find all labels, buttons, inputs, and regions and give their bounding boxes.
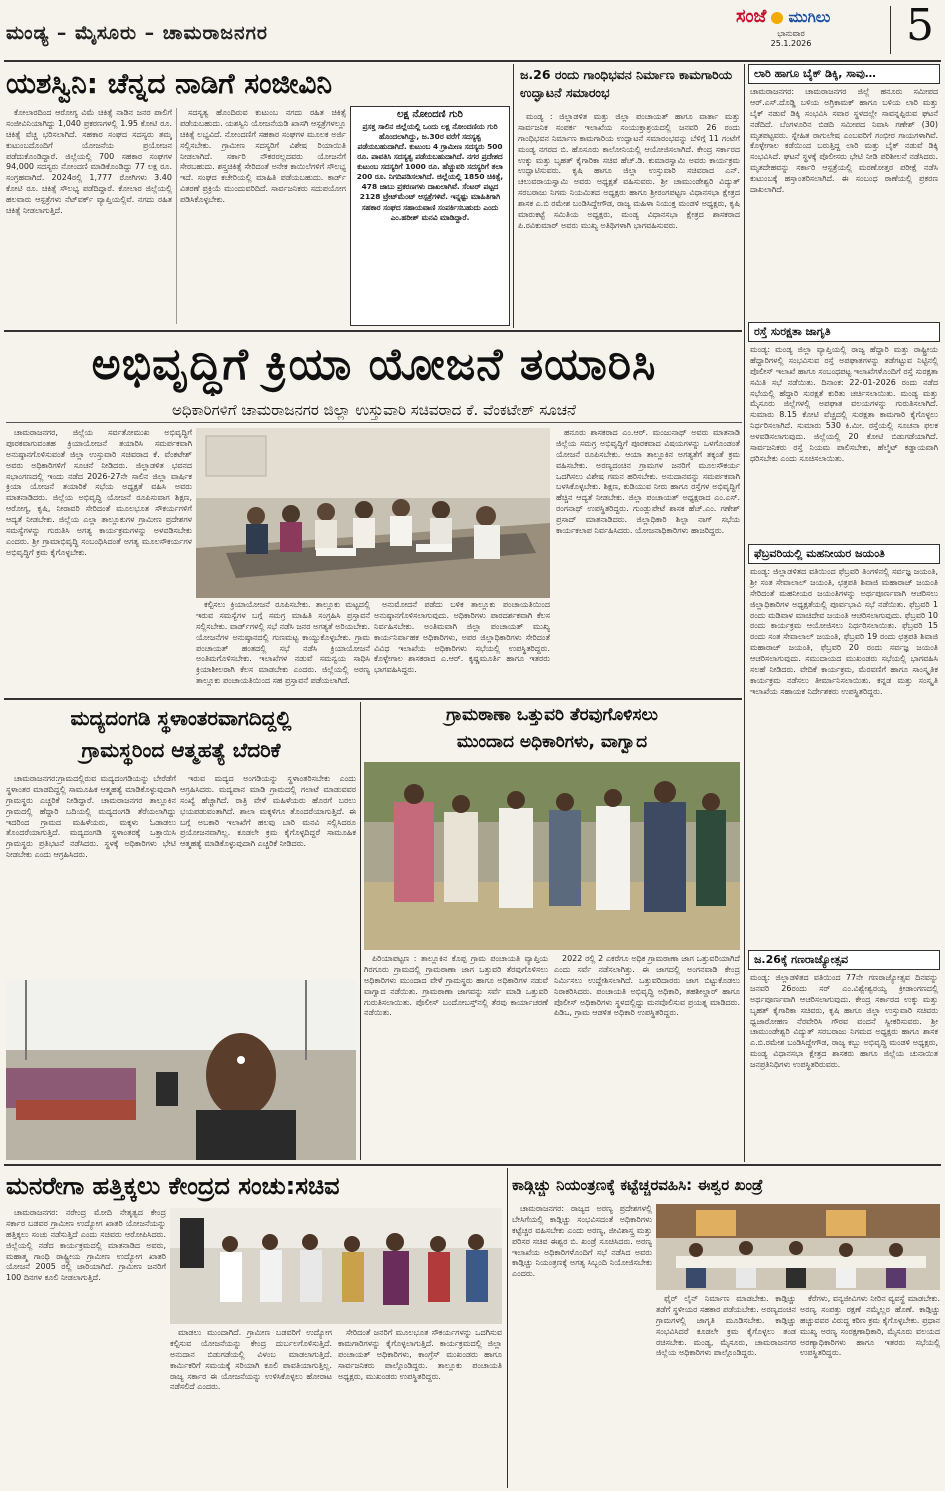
yashasvini-headline: ಯಶಸ್ವಿನಿ: ಚೆನ್ನದ ನಾಡಿಗೆ ಸಂಜೀವಿನಿ [6,67,333,100]
lead-col1 [6,428,192,692]
gandhibhavan-text: ಮಂಡ್ಯ : ಜಿಲ್ಲಾಡಳಿತ ಮತ್ತು ಜಿಲ್ಲಾ ಪಂಚಾಯತ್ ಹಾಗೂ ವಾರ್ತಾ ಮತ್ತು ಸಾರ್ವಜನಿಕ ಸಂಪರ್ಕ ಇಲಾಖೆಯ ಸಂಯುಕ್ತಾಶ್ರಯದಲ್ಲಿ ಜನವರಿ 26 ರಂದು ಗಾಂಧಿಭವನ ನಿರ್ಮಾಣ ಕಾಮಗಾರಿಯ ಉದ್ಘಾಟನೆ ಸಮಾರಂಭವನ್ನು ಬೆಳಿಗ್ಗೆ 11 ಗಂಟೆಗೆ ಮಂಡ್ಯ ನಗರದ ಬಿ. ಹೊಸೂರು ಕಾಲೋನಿಯಲ್ಲಿ ಆಯೋಜಿಸಲಾಗಿದೆ. ಕೇಂದ್ರ ಸರ್ಕಾರದ ಉಕ್ಕು ಮತ್ತು ಬೃಹತ್ ಕೈಗಾರಿಕಾ ಸಚಿವ ಹೆಚ್.ಡಿ. ಕುಮಾರಸ್ವಾಮಿ ಅವರು ಕಾರ್ಯಕ್ರಮ ಉದ್ಘಾಟಿಸುವರು. ಕೃಷಿ ಹಾಗೂ ಜಿಲ್ಲಾ ಉಸ್ತುವಾರಿ ಸಚಿವರಾದ ಎನ್. ಚಲುವರಾಯಸ್ವಾಮಿ ಅವರು ಅಧ್ಯಕ್ಷತೆ ವಹಿಸುವರು. ಶ್ರೀ ಚಾಮುಂಡೇಶ್ವರಿ ವಿದ್ಯುತ್ ಸರಬರಾಜು ನಿಗಮ ನಿಯಮಿತದ ಅಧ್ಯಕ್ಷರು ಹಾಗೂ ಶ್ರೀರಂಗಪಟ್ಟಣ ವಿಧಾನಸಭಾ ಕ್ಷೇತ್ರದ ಶಾಸಕ ಎ.ಬಿ ರಮೇಶ ಬಂಡಿಸಿದ್ದೇಗೌಡ, ರಾಜ್ಯ ಮಹಿಳಾ ನಿಯುಕ್ತ ಮಂಡಳಿ ಅಧ್ಯಕ್ಷರು, ಕೃಷಿ ಮಾರುಕಟ್ಟೆ ಸಮಿತಿಯ ಅಧ್ಯಕ್ಷರು, ಮಂಡ್ಯ ವಿಧಾನಸಭಾ ಕ್ಷೇತ್ರದ ಶಾಸಕರಾದ ಪಿ.ರವಿಕುಮಾರ್ ಅವರು ಮುಖ್ಯ ಅತಿಥಿಗಳಾಗಿ ಭಾಗವಹಿಸುವರು. [518,112,740,230]
lead-top-rule [4,330,742,332]
gandhibhavan-headline: ಜ.26 ರಂದು ಗಾಂಧಿಭವನ ನಿರ್ಮಾಣ ಕಾಮಗಾರಿಯ ಉದ್ಘಾಟನೆ ಸಮಾರಂಭ [520,67,733,100]
road-safety-headline: ರಸ್ತೆ ಸುರಕ್ಷತಾ ಜಾಗೃತಿ [748,322,940,342]
liquor-col2-text: ಇರುವ ಮದ್ಯದ ಅಂಗಡಿಯನ್ನು ಸ್ಥಳಾಂತರಿಸಬೇಕು ಎಂದು ಆಗ್ರಹಿಸಿದರು. ಮದ್ಯಪಾನ ಮಾಡಿ ಗ್ರಾಮದಲ್ಲಿ ಗಲಾಟೆ ಮಾಡುವವರ ಸಂಖ್ಯೆ ಹೆಚ್ಚಾಗಿದೆ. ರಾತ್ರಿ ವೇಳೆ ಮಹಿಳೆಯರು ಹೊರಗೆ ಬರಲು ಭಯಪಡುವಂತಾಗಿದೆ. ಶಾಲಾ ಮಕ್ಕಳಿಗೂ ತೊಂದರೆಯಾಗುತ್ತಿದೆ. ಈ ಬಗ್ಗೆ ಅಬಕಾರಿ ಇಲಾಖೆಗೆ ಹಲವು ಬಾರಿ ಮನವಿ ಸಲ್ಲಿಸಿದರೂ ಪ್ರಯೋಜನವಾಗಿಲ್ಲ. ಕೂಡಲೇ ಕ್ರಮ ಕೈಗೊಳ್ಳದಿದ್ದರೆ ಸಾಮೂಹಿಕ ಆತ್ಮಹತ್ಯೆ ಮಾಡಿಕೊಳ್ಳುವುದಾಗಿ ಎಚ್ಚರಿಕೆ ನೀಡಿದರು. [180,774,356,849]
lead-col1-text: ಚಾಮರಾಜನಗರ, ಜಿಲ್ಲೆಯ ಸರ್ವತೋಮುಖ ಅಭಿವೃದ್ಧಿಗೆ ಪೂರಕವಾಗುವಂತಹ ಕ್ರಿಯಾಯೋಜನೆ ತಯಾರಿಸಿ ಸಮರ್ಪಕವಾಗಿ ಅನುಷ್ಠಾನಗೊಳಿಸುವಂತೆ ಜಿಲ್ಲಾ ಉಸ್ತುವಾರಿ ಸಚಿವರಾದ ಕೆ. ವೆಂಕಟೇಶ್ ಅವರು ಅಧಿಕಾರಿಗಳಿಗೆ ಸೂಚನೆ ನೀಡಿದರು. ಜಿಲ್ಲಾಡಳಿತ ಭವನದ ಸಭಾಂಗಣದಲ್ಲಿ ಇಂದು ನಡೆದ 2026-27ನೇ ಸಾಲಿನ ಜಿಲ್ಲಾ ವಾರ್ಷಿಕ ಕ್ರಿಯಾ ಯೋಜನೆ ತಯಾರಿಕೆ ಸಭೆಯ ಅಧ್ಯಕ್ಷತೆ ವಹಿಸಿ ಅವರು ಮಾತನಾಡಿದರು. ಜಿಲ್ಲೆಯ ಅಭಿವೃದ್ಧಿ ಯೋಜನೆ ರೂಪಿಸುವಾಗ ಶಿಕ್ಷಣ, ಆರೋಗ್ಯ, ಕೃಷಿ, ನೀರಾವರಿ ಸೇರಿದಂತೆ ಮೂಲಭೂತ ಸೌಕರ್ಯಗಳಿಗೆ ಆದ್ಯತೆ ನೀಡಬೇಕು. ಜಿಲ್ಲೆಯ ಎಲ್ಲಾ ತಾಲ್ಲೂಕುಗಳ ಗ್ರಾಮೀಣ ಪ್ರದೇಶಗಳ ಸಮಸ್ಯೆಗಳನ್ನು ಗುರುತಿಸಿ ಅಗತ್ಯ ಕಾರ್ಯಕ್ರಮಗಳನ್ನು ಅಳವಡಿಸಬೇಕು ಎಂದರು. ಶ್ರೀ ಗ್ರಾಮಾಭಿವೃದ್ಧಿ ಸಂಬಂಧಿಸಿದಂತೆ ಅಗತ್ಯ ಮೂಲಸೌಕರ್ಯಗಳ ಅಭಿವೃದ್ಧಿಗೆ ಕ್ರಮ ಕೈಗೊಳ್ಳಬೇಕು. [6,428,192,557]
lead-col2 [196,600,370,692]
mgnrega-col2 [170,1328,332,1486]
bottom-column-divider [507,1168,508,1488]
mgnrega-col3-text: ಸೇರಿದಂತೆ ಜನರಿಗೆ ಮೂಲಭೂತ ಸೌಕರ್ಯಗಳನ್ನು ಒದಗಿಸುವ ಕಾಮಗಾರಿಗಳನ್ನು ಕೈಗೊಳ್ಳಲಾಗುತ್ತಿದೆ. ಕಾರ್ಯಕ್ರಮದಲ್ಲಿ ಜಿಲ್ಲಾ ಪಂಚಾಯತ್ ಅಧಿಕಾರಿಗಳು, ಕಾಂಗ್ರೆಸ್ ಮುಖಂಡರು ಹಾಗೂ ಸಾರ್ವಜನಿಕರು ಪಾಲ್ಗೊಂಡಿದ್ದರು. ತಾಲ್ಲೂಕು ಪಂಚಾಯತಿ ಅಧ್ಯಕ್ಷರು, ಮುಖಂಡರು ಉಪಸ್ಥಿತರಿದ್ದರು. [338,1328,502,1381]
wildfire-photo [656,1204,940,1290]
wildfire-col3-text: ಕೆರೆಗಳು, ವನ್ಯಜೀವಿಗಳು ನೀರಿನ ವ್ಯವಸ್ಥೆ ಮಾಡಬೇಕು. ಅರಣ್ಯ ಸಂಪತ್ತು ರಕ್ಷಣೆ ನಮ್ಮೆಲ್ಲರ ಹೊಣೆ. ಕಾಡ್ಗಿಚ್ಚು ಹಚ್ಚುವವರ ವಿರುದ್ಧ ಕಠಿಣ ಕ್ರಮ ಕೈಗೊಳ್ಳಬೇಕು. ಪ್ರಧಾನ ಮುಖ್ಯ ಅರಣ್ಯ ಸಂರಕ್ಷಣಾಧಿಕಾರಿ, ಮೈಸೂರು ವಲಯದ ಅರಣ್ಯಾಧಿಕಾರಿಗಳು ಹಾಗೂ ಇತರರು ಸಭೆಯಲ್ಲಿ ಉಪಸ್ಥಿತರಿದ್ದರು. [800,1294,940,1358]
yashasvini-sidebar [350,106,510,326]
road-safety-box [748,322,940,540]
encroachment-photo [364,762,740,950]
mgnrega-headline: ಮನರೇಗಾ ಹತ್ತಿಕ್ಕಲು ಕೇಂದ್ರದ ಸಂಚು:ಸಚಿವ [6,1172,340,1200]
encroachment-col1 [364,954,548,1160]
wildfire-col1 [512,1204,652,1486]
masthead-logo [736,6,886,54]
liquor-headline-line1: ಮದ್ಯದಂಗಡಿ ಸ್ಥಳಾಂತರವಾಗದಿದ್ದಲ್ಲಿ [70,706,292,730]
yashasvini-sidebar-text: ಪ್ರಸಕ್ತ ಸಾಲಿನ ಜಿಲ್ಲೆಯಲ್ಲಿ ಒಂದು ಲಕ್ಷ ನೋಂದಣಿಯ ಗುರಿ ಹೊಂದಲಾಗಿದ್ದು, ಜ.30ರ ವರೆಗೆ ಸದಸ್ಯತ್ವ ಪಡೆಯಬಹುದಾಗಿದೆ. ಕುಟುಂಬ 4 ಗ್ರಾಮೀಣ ಸದಸ್ಯರು 500 ರೂ. ಪಾವತಿಸಿ ಸದಸ್ಯತ್ವ ಪಡೆಯಬಹುದಾಗಿದೆ. ನಗರ ಪ್ರದೇಶದ ಕುಟುಂಬ ಸದಸ್ಯರಿಗೆ 1000 ರೂ. ಹೆಚ್ಚುವರಿ ಸದಸ್ಯರಿಗೆ ತಲಾ 200 ರೂ. ನಿಗದಿಪಡಿಸಲಾಗಿದೆ. ಜಿಲ್ಲೆಯಲ್ಲಿ 1850 ಚಿಕಿತ್ಸೆ, 478 ಜಾಬು ಪ್ರಕರಣಗಳು ದಾಖಲಾಗಿವೆ. ಸೆಂಟರ್ ಪಟ್ಟದ 2128 ಟ್ರೇಟ್‌ಮೆಂಟ್ ಆಸ್ಪತ್ರೆಗಳಿವೆ. ಇನ್ನಷ್ಟು ಮಾಹಿತಿಗಾಗಿ ಸಹಕಾರ ಸಂಘದ ಸಹಾಯವಾಣಿ ಸಂಪರ್ಕಿಸಬಹುದು ಎಂದು ಎಂ.ಹರೀಶ್ ಮನವಿ ಮಾಡಿದ್ದಾರೆ. [356,122,504,222]
issue-date: 25.1.2026 [770,39,812,48]
masthead-divider [890,6,891,54]
top-column-divider [513,64,514,328]
yashasvini-col1 [6,108,172,324]
wildfire-col2 [656,1294,796,1486]
jayanti-box [748,544,940,946]
encroachment-col1-text: ಪಿರಿಯಾಪಟ್ಟಣ : ತಾಲ್ಲೂಕಿನ ಕೊಪ್ಪ ಗ್ರಾಮ ಪಂಚಾಯತಿ ವ್ಯಾಪ್ತಿಯ ಗಿರಗೂರು ಗ್ರಾಮದಲ್ಲಿ ಗ್ರಾಮಠಾಣಾ ಜಾಗ ಒತ್ತುವರಿ ತೆರವುಗೊಳಿಸಲು ಅಧಿಕಾರಿಗಳು ಮುಂದಾದ ವೇಳೆ ಗ್ರಾಮಸ್ಥರು ಹಾಗೂ ಅಧಿಕಾರಿಗಳ ನಡುವೆ ವಾಗ್ವಾದ ನಡೆಯಿತು. ಗ್ರಾಮಠಾಣಾ ಜಾಗವನ್ನು ಸರ್ವೆ ಮಾಡಿ ಒತ್ತುವರಿ ಗುರುತಿಸಲಾಯಿತು. ಪೊಲೀಸ್ ಬಂದೋಬಸ್ತ್‌ನಲ್ಲಿ ತೆರವು ಕಾರ್ಯಾಚರಣೆ ನಡೆಯಿತು. [364,954,548,1018]
region-title: ಮಂಡ್ಯ – ಮೈಸೂರು – ಚಾಮರಾಜನಗರ [6,22,268,44]
lead-col4 [556,428,740,692]
encroachment-headline-line1: ಗ್ರಾಮಠಾಣಾ ಒತ್ತುವರಿ ತೆರವುಗೊಳಿಸಲು [446,705,658,725]
wildfire-col2-text: ಫೈರ್ ಲೈನ್ ನಿರ್ಮಾಣ ಮಾಡಬೇಕು. ಕಾಡ್ಗಿಚ್ಚು ತಡೆಗೆ ಸ್ಥಳೀಯರ ಸಹಕಾರ ಪಡೆಯಬೇಕು. ಅರಣ್ಯದಂಚಿನ ಗ್ರಾಮಗಳಲ್ಲಿ ಜಾಗೃತಿ ಮೂಡಿಸಬೇಕು. ಕಾಡ್ಗಿಚ್ಚು ಸಂಭವಿಸಿದರೆ ಕೂಡಲೇ ಕ್ರಮ ಕೈಗೊಳ್ಳಲು ತಂಡ ರಚಿಸಬೇಕು. ಮಂಡ್ಯ, ಮೈಸೂರು, ಚಾಮರಾಜನಗರ ಜಿಲ್ಲೆಯ ಅಧಿಕಾರಿಗಳು ಪಾಲ್ಗೊಂಡಿದ್ದರು. [656,1294,796,1358]
protest-photo [6,980,356,1160]
accident-headline: ಲಾರಿ ಹಾಗೂ ಬೈಕ್ ಡಿಕ್ಕಿ, ಸಾವು… [748,64,940,84]
masthead-region-bar [6,22,566,52]
lead-col2-text: ಕಲ್ಪಿಸಲು ಕ್ರಿಯಾಯೋಜನೆ ರೂಪಿಸಬೇಕು. ತಾಲ್ಲೂಕು ಮಟ್ಟದಲ್ಲಿ ಇರುವ ಸಮಸ್ಯೆಗಳ ಬಗ್ಗೆ ಸಮಗ್ರ ಮಾಹಿತಿ ಸಂಗ್ರಹಿಸಿ ಪ್ರಸ್ತಾವನೆ ಸಲ್ಲಿಸಬೇಕು. ವಾರ್ಡ್‌ಗಳಲ್ಲಿ ಸಭೆ ನಡೆಸಿ ಜನರ ಅಗತ್ಯತೆ ಅರಿಯಬೇಕು. ಯೋಜನೆಗಳ ಅನುಷ್ಠಾನದಲ್ಲಿ ಗುಣಮಟ್ಟ ಕಾಯ್ದುಕೊಳ್ಳಬೇಕು. ಗ್ರಾಮ ಪಂಚಾಯತ್ ಹಂತದಲ್ಲಿ ಸಭೆ ನಡೆಸಿ ಕ್ರಿಯಾಯೋಜನೆ ಅಂತಿಮಗೊಳಿಸಬೇಕು. ಇಲಾಖೆಗಳ ನಡುವೆ ಸಮನ್ವಯ ಸಾಧಿಸಿ ಕ್ರಿಯಾಶೀಲರಾಗಿ ಕೆಲಸ ಮಾಡಬೇಕು ಎಂದರು. ಜಿಲ್ಲೆಯಲ್ಲಿ ಅರಣ್ಯ ತಾಲ್ಲೂಕು ಪಂಚಾಯತಿಯಿಂದ ಸಹ ಪ್ರಸ್ತಾವನೆ ಪಡೆಯಲಾಗಿದೆ. [196,600,370,686]
encroachment-headline-line2: ಮುಂದಾದ ಅಧಿಕಾರಿಗಳು, ವಾಗ್ವಾದ [456,732,648,752]
yashasvini-col2 [180,108,346,324]
mgnrega-col1 [6,1208,166,1486]
mgnrega-col3 [338,1328,502,1486]
accident-box [748,64,940,320]
encroachment-col2 [554,954,740,1160]
sun-icon [771,12,783,24]
right-column-divider [744,64,745,1162]
paper-name-part-a: ಸಂಜೆ [736,6,767,27]
masthead-rule [4,60,941,62]
wildfire-headline: ಕಾಡ್ಗಿಚ್ಚು ನಿಯಂತ್ರಣಕ್ಕೆ ಕಟ್ಟೆಚ್ಚರವಹಿಸಿ: ಈಶ್ವರ ಖಂಡ್ರೆ [512,1176,763,1194]
mgnrega-col2-text: ಮಾಡಲು ಮುಂದಾಗಿದೆ. ಗ್ರಾಮೀಣ ಬಡವರಿಗೆ ಉದ್ಯೋಗ ಕಲ್ಪಿಸುವ ಯೋಜನೆಯನ್ನು ಕೇಂದ್ರ ದುರ್ಬಲಗೊಳಿಸುತ್ತಿದೆ. ಅನುದಾನ ಬಿಡುಗಡೆಯಲ್ಲಿ ವಿಳಂಬ ಮಾಡಲಾಗುತ್ತಿದೆ. ಕಾರ್ಮಿಕರಿಗೆ ಸಮಯಕ್ಕೆ ಸರಿಯಾಗಿ ಕೂಲಿ ಪಾವತಿಯಾಗುತ್ತಿಲ್ಲ. ರಾಜ್ಯ ಸರ್ಕಾರ ಈ ಯೋಜನೆಯನ್ನು ಉಳಿಸಿಕೊಳ್ಳಲು ಹೋರಾಟ ನಡೆಸಲಿದೆ ಎಂದರು. [170,1328,332,1392]
republic-day-box [748,950,940,1160]
yashasvini-divider-1 [176,108,177,324]
liquor-headline-line2: ಗ್ರಾಮಸ್ಥರಿಂದ ಆತ್ಮಹತ್ಯೆ ಬೆದರಿಕೆ [81,738,281,762]
liquor-col1 [6,774,176,976]
encroachment-headline [364,702,740,758]
lead-col4-text: ಹನೂರು ಶಾಸಕರಾದ ಎಂ.ಆರ್. ಮಂಜುನಾಥ್ ಅವರು ಮಾತನಾಡಿ ಜಿಲ್ಲೆಯ ಸಮಗ್ರ ಅಭಿವೃದ್ಧಿಗೆ ಪೂರಕವಾದ ವಿಷಯಗಳನ್ನು ಒಳಗೊಂಡಂತೆ ಯೋಜನೆ ರೂಪಿಸಬೇಕು. ಆಯಾ ತಾಲ್ಲೂಕಿನ ಅಗತ್ಯತೆಗೆ ತಕ್ಕಂತೆ ಕ್ರಮ ವಹಿಸಬೇಕು. ಅರಣ್ಯದಂಚಿನ ಗ್ರಾಮಗಳ ಜನರಿಗೆ ಮೂಲಸೌಕರ್ಯ ಒದಗಿಸಲು ವಿಶೇಷ ಗಮನ ಹರಿಸಬೇಕು. ಅನುದಾನವನ್ನು ಸಮರ್ಪಕವಾಗಿ ಬಳಸಿಕೊಳ್ಳಬೇಕು. ಶಿಕ್ಷಣ, ಕುಡಿಯುವ ನೀರು ಹಾಗೂ ರಸ್ತೆಗಳ ಅಭಿವೃದ್ಧಿಗೆ ಹೆಚ್ಚಿನ ಆದ್ಯತೆ ನೀಡಬೇಕು. ಜಿಲ್ಲಾ ಪಂಚಾಯತ್ ಅಧ್ಯಕ್ಷರಾದ ಎಂ.ಎಸ್. ರಂಗನಾಥ್ ಉಪಸ್ಥಿತರಿದ್ದರು. ಗುಂಡ್ಲುಪೇಟೆ ಶಾಸಕ ಹೆಚ್.ಎಂ. ಗಣೇಶ್ ಪ್ರಸಾದ್ ಮಾತನಾಡಿದರು. ಜಿಲ್ಲಾಧಿಕಾರಿ ಶಿಲ್ಪಾ ನಾಗ್ ಸಭೆಯ ಕಾರ್ಯಕಲಾಪ ನಿರ್ವಹಿಸಿದರು. ಯೋಜನಾಧಿಕಾರಿಗಳು ಹಾಜರಿದ್ದರು. [556,428,740,535]
gandhibhavan-body [518,112,740,326]
lead-headline: ಅಭಿವೃದ್ಧಿಗೆ ಕ್ರಿಯಾ ಯೋಜನೆ ತಯಾರಿಸಿ [91,339,657,390]
issue-day: ಭಾನುವಾರ [777,29,805,38]
yashasvini-sidebar-title: ಲಕ್ಷ ನೋಂದಣಿ ಗುರಿ [397,109,463,120]
bottom-rule [4,1164,941,1166]
republic-day-headline: ಜ.26ಕ್ಕೆ ಗಣರಾಜ್ಯೋತ್ಸವ [748,950,940,970]
jayanti-text: ಮಂಡ್ಯ: ಜಿಲ್ಲಾಡಳಿತದ ವತಿಯಿಂದ ಫೆಬ್ರವರಿ ತಿಂಗಳಿನಲ್ಲಿ ಸರ್ವಜ್ಞ ಜಯಂತಿ, ಶ್ರೀ ಸಂತ ಸೇವಾಲಾಲ್ ಜಯಂತಿ, ಛತ್ರಪತಿ ಶಿವಾಜಿ ಮಹಾರಾಜ್ ಜಯಂತಿ ಸೇರಿದಂತೆ ಮಹನೀಯರ ಜಯಂತಿಗಳನ್ನು ಅರ್ಥಪೂರ್ಣವಾಗಿ ಆಚರಿಸಲು ಜಿಲ್ಲಾಧಿಕಾರಿಗಳ ಅಧ್ಯಕ್ಷತೆಯಲ್ಲಿ ಪೂರ್ವಭಾವಿ ಸಭೆ ನಡೆಯಿತು. ಫೆಬ್ರವರಿ 1 ರಂದು ಮಡಿವಾಳ ಮಾಚಿದೇವ ಜಯಂತಿ ಆಚರಿಸಲಾಗುವುದು. ಫೆಬ್ರವರಿ 10 ರಂದು ಕಾರ್ಯಕ್ರಮ ಆಯೋಜಿಸಲು ನಿರ್ಧರಿಸಲಾಯಿತು. ಫೆಬ್ರವರಿ 15 ರಂದು ಸಂತ ಸೇವಾಲಾಲ್ ಜಯಂತಿ, ಫೆಬ್ರವರಿ 19 ರಂದು ಛತ್ರಪತಿ ಶಿವಾಜಿ ಮಹಾರಾಜ್ ಜಯಂತಿ, ಫೆಬ್ರವರಿ 20 ರಂದು ಸರ್ವಜ್ಞ ಜಯಂತಿ ಆಚರಿಸಲಾಗುವುದು. ಸಮುದಾಯದ ಮುಖಂಡರು ಸಭೆಯಲ್ಲಿ ಭಾಗವಹಿಸಿ ಸಲಹೆ ನೀಡಿದರು. ವೇದಿಕೆ ಕಾರ್ಯಕ್ರಮ, ಮೆರವಣಿಗೆ ಹಾಗೂ ಸಾಂಸ್ಕೃತಿಕ ಕಾರ್ಯಕ್ರಮ ನಡೆಸಲು ತೀರ್ಮಾನಿಸಲಾಯಿತು. ಕನ್ನಡ ಮತ್ತು ಸಂಸ್ಕೃತಿ ಇಲಾಖೆಯ ಸಹಾಯಕ ನಿರ್ದೇಶಕರು ಉಪಸ್ಥಿತರಿದ್ದರು. [750,567,938,696]
yashasvini-col2-text: ಸದಸ್ಯತ್ವ ಹೊಂದಿರುವ ಕುಟುಂಬ ನಗದು ರಹಿತ ಚಿಕಿತ್ಸೆ ಪಡೆಯಬಹುದು. ಯಶಸ್ವಿನಿ ಯೋಜನೆಯಡಿ ಖಾಸಗಿ ಆಸ್ಪತ್ರೆಗಳಲ್ಲೂ ಚಿಕಿತ್ಸೆ ಲಭ್ಯವಿದೆ. ನೋಂದಣಿಗೆ ಸಹಕಾರ ಸಂಘಗಳ ಮೂಲಕ ಅರ್ಜಿ ಸಲ್ಲಿಸಬೇಕು. ಗ್ರಾಮೀಣ ಸದಸ್ಯರಿಗೆ ವಿಶೇಷ ರಿಯಾಯಿತಿ ನೀಡಲಾಗಿದೆ. ಸರ್ಕಾರಿ ನೌಕರರಲ್ಲದವರು ಯೋಜನೆಗೆ ಸೇರಬಹುದು. ಶಸ್ತ್ರಚಿಕಿತ್ಸೆ ಸೇರಿದಂತೆ ಅನೇಕ ಕಾಯಿಲೆಗಳಿಗೆ ಸೌಲಭ್ಯ ಇದೆ. ಸಂಘದ ಕಚೇರಿಯಲ್ಲಿ ಮಾಹಿತಿ ಪಡೆಯಬಹುದು. ಕಾರ್ಡ್ ವಿತರಣೆ ಪ್ರಕ್ರಿಯೆ ಮುಂದುವರಿದಿದೆ. ಸಾರ್ವಜನಿಕರು ಸದುಪಯೋಗ ಪಡಿಸಿಕೊಳ್ಳಬೇಕು. [180,108,346,204]
lead-col3 [374,600,550,692]
paper-name-part-b: ಮುಗಿಲು [788,8,831,26]
lead-subhead: ಅಧಿಕಾರಿಗಳಿಗೆ ಚಾಮರಾಜನಗರ ಜಿಲ್ಲಾ ಉಸ್ತುವಾರಿ ಸಚಿವರಾದ ಕೆ. ವೆಂಕಟೇಶ್ ಸೂಚನೆ [6,398,742,423]
encroachment-col2-text: 2022 ರಲ್ಲಿ 2 ಎಕರೆಗೂ ಅಧಿಕ ಗ್ರಾಮಠಾಣಾ ಜಾಗ ಒತ್ತುವರಿಯಾಗಿದೆ ಎಂದು ಸರ್ವೆ ನಡೆಸಲಾಗಿತ್ತು. ಈ ಜಾಗದಲ್ಲಿ ಅಂಗನವಾಡಿ ಕೇಂದ್ರ ನಿರ್ಮಿಸಲು ಉದ್ದೇಶಿಸಲಾಗಿದೆ. ಒತ್ತುವರಿದಾರರು ಜಾಗ ಬಿಟ್ಟುಕೊಡಲು ನಿರಾಕರಿಸಿದರು. ಪಂಚಾಯತಿ ಅಭಿವೃದ್ಧಿ ಅಧಿಕಾರಿ, ತಹಶೀಲ್ದಾರ್ ಹಾಗೂ ಪೊಲೀಸ್ ಅಧಿಕಾರಿಗಳು ಸ್ಥಳದಲ್ಲಿದ್ದು ಮನವೊಲಿಸುವ ಪ್ರಯತ್ನ ಮಾಡಿದರು. ಪಿಡಿಒ, ಗ್ರಾಮ ಆಡಳಿತ ಅಧಿಕಾರಿ ಉಪಸ್ಥಿತರಿದ್ದರು. [554,954,740,1018]
road-safety-text: ಮಂಡ್ಯ: ಮಂಡ್ಯ ಜಿಲ್ಲಾ ವ್ಯಾಪ್ತಿಯಲ್ಲಿ ರಾಜ್ಯ ಹೆದ್ದಾರಿ ಮತ್ತು ರಾಷ್ಟ್ರೀಯ ಹೆದ್ದಾರಿಗಳಲ್ಲಿ ಸಂಭವಿಸುವ ರಸ್ತೆ ಅಪಘಾತಗಳನ್ನು ತಡೆಗಟ್ಟುವ ನಿಟ್ಟಿನಲ್ಲಿ ಪೊಲೀಸ್ ಇಲಾಖೆ ಹಾಗೂ ಸಂಬಂಧಪಟ್ಟ ಇಲಾಖೆಗಳೊಂದಿಗೆ ರಸ್ತೆ ಸುರಕ್ಷತಾ ಸಮಿತಿ ಸಭೆ ನಡೆಯಿತು. ದಿನಾಂಕ: 22-01-2026 ರಂದು ನಡೆದ ಸಭೆಯಲ್ಲಿ ಹೆದ್ದಾರಿ ಸುರಕ್ಷತೆ ಕುರಿತು ಚರ್ಚಿಸಲಾಯಿತು. ಮಂಡ್ಯ ಮತ್ತು ಮೈಸೂರು ಜಿಲ್ಲೆಗಳಲ್ಲಿ ಅಪಘಾತ ವಲಯಗಳನ್ನು ಗುರುತಿಸಲಾಗಿದೆ. ಸುಮಾರು 8.15 ಕೋಟಿ ವೆಚ್ಚದಲ್ಲಿ ಸುರಕ್ಷತಾ ಕಾಮಗಾರಿ ಕೈಗೊಳ್ಳಲು ನಿರ್ಧರಿಸಲಾಗಿದೆ. ಸುಮಾರು 530 ಕಿ.ಮೀ. ರಸ್ತೆಯಲ್ಲಿ ಸೂಚನಾ ಫಲಕ ಅಳವಡಿಸಲಾಗುವುದು. ಜಿಲ್ಲೆಯಲ್ಲಿ 20 ಕೋಟಿ ಬಿಡುಗಡೆಯಾಗಿದೆ. ಸಾರ್ವಜನಿಕರು ರಸ್ತೆ ನಿಯಮ ಪಾಲಿಸಬೇಕು, ಹೆಲ್ಮೆಟ್ ಕಡ್ಡಾಯವಾಗಿ ಧರಿಸಬೇಕು ಎಂದು ಸೂಚಿಸಲಾಯಿತು. [750,345,938,463]
accident-text: ಚಾಮರಾಜನಗರ: ಚಾಮರಾಜನಗರ ಜಿಲ್ಲೆ ಹನೂರು ಸಮೀಪದ ಆರ್.ಎಸ್.ದೊಡ್ಡಿ ಬಳಿಯ ಅಗ್ರಿಕಾಮಕ್ ಹಾಗೂ ಬಳಿಯ ಲಾರಿ ಮತ್ತು ಬೈಕ್ ನಡುವೆ ಡಿಕ್ಕಿ ಸಂಭವಿಸಿ ಸವಾರ ಸ್ಥಳದಲ್ಲೇ ಸಾವನ್ನಪ್ಪಿರುವ ಘಟನೆ ನಡೆದಿದೆ. ಬೆಂಗಳೂರಿನ ಬಿಡದಿ ಸಮೀಪದ ನಿವಾಸಿ ಗಣೇಶ್ (30) ಮೃತಪಟ್ಟವರು. ಸ್ನೇಹಿತ ರಾಗುಲೇಷ ಎಂಬವರಿಗೆ ಗಂಭೀರ ಗಾಯಗಳಾಗಿವೆ. ಕೊಳ್ಳೇಗಾಲ ಕಡೆಯಿಂದ ಬರುತ್ತಿದ್ದ ಲಾರಿ ಮತ್ತು ಬೈಕ್ ನಡುವೆ ಡಿಕ್ಕಿ ಸಂಭವಿಸಿದೆ. ಘಟನೆ ಸ್ಥಳಕ್ಕೆ ಪೊಲೀಸರು ಭೇಟಿ ನೀಡಿ ಪರಿಶೀಲನೆ ನಡೆಸಿದರು. ಮೃತದೇಹವನ್ನು ಸರ್ಕಾರಿ ಆಸ್ಪತ್ರೆಯಲ್ಲಿ ಮರಣೋತ್ತರ ಪರೀಕ್ಷೆ ನಡೆಸಿ ಕುಟುಂಬಕ್ಕೆ ಹಸ್ತಾಂತರಿಸಲಾಗಿದೆ. ಈ ಸಂಬಂಧ ಠಾಣೆಯಲ್ಲಿ ಪ್ರಕರಣ ದಾಖಲಾಗಿದೆ. [750,87,938,194]
mgnrega-col1-text: ಚಾಮರಾಜನಗರ: ನರೇಂದ್ರ ಮೋದಿ ನೇತೃತ್ವದ ಕೇಂದ್ರ ಸರ್ಕಾರ ಬಡವರ ಗ್ರಾಮೀಣ ಉದ್ಯೋಗ ಖಾತರಿ ಯೋಜನೆಯನ್ನು ಹತ್ತಿಕ್ಕಲು ಸಂಚು ನಡೆಸುತ್ತಿದೆ ಎಂದು ಸಚಿವರು ಆರೋಪಿಸಿದರು. ಜಿಲ್ಲೆಯಲ್ಲಿ ನಡೆದ ಕಾರ್ಯಕ್ರಮದಲ್ಲಿ ಮಾತನಾಡಿದ ಅವರು, ಮಹಾತ್ಮ ಗಾಂಧಿ ರಾಷ್ಟ್ರೀಯ ಗ್ರಾಮೀಣ ಉದ್ಯೋಗ ಖಾತರಿ ಯೋಜನೆ 2005 ರಲ್ಲಿ ಜಾರಿಯಾಗಿದೆ. ಗ್ರಾಮೀಣ ಜನರಿಗೆ 100 ದಿನಗಳ ಕೂಲಿ ನೀಡಲಾಗುತ್ತಿದೆ. [6,1208,166,1283]
wildfire-col1-text: ಚಾಮರಾಜನಗರ: ರಾಜ್ಯದ ಅರಣ್ಯ ಪ್ರದೇಶಗಳಲ್ಲಿ ಬೇಸಿಗೆಯಲ್ಲಿ ಕಾಡ್ಗಿಚ್ಚು ಸಂಭವಿಸದಂತೆ ಅಧಿಕಾರಿಗಳು ಕಟ್ಟೆಚ್ಚರ ವಹಿಸಬೇಕು ಎಂದು ಅರಣ್ಯ, ಜೀವಿಶಾಸ್ತ್ರ ಮತ್ತು ಪರಿಸರ ಸಚಿವ ಈಶ್ವರ ಬಿ. ಖಂಡ್ರೆ ಸೂಚಿಸಿದರು. ಅರಣ್ಯ ಇಲಾಖೆಯ ಅಧಿಕಾರಿಗಳೊಂದಿಗೆ ಸಭೆ ನಡೆಸಿದ ಅವರು ಕಾಡ್ಗಿಚ್ಚು ನಿಯಂತ್ರಣಕ್ಕೆ ಅಗತ್ಯ ಸಿಬ್ಬಂದಿ ನಿಯೋಜಿಸಬೇಕು ಎಂದರು. [512,1204,652,1279]
middle-column-divider [360,702,361,1160]
liquor-col1-text: ಚಾಮರಾಜನಗರ:ಗ್ರಾಮದಲ್ಲಿರುವ ಮದ್ಯದಂಗಡಿಯನ್ನು ಬೇರೆಡೆಗೆ ಸ್ಥಳಾಂತರ ಮಾಡದಿದ್ದಲ್ಲಿ ಸಾಮೂಹಿಕ ಆತ್ಮಹತ್ಯೆ ಮಾಡಿಕೊಳ್ಳುವುದಾಗಿ ಗ್ರಾಮಸ್ಥರು ಎಚ್ಚರಿಕೆ ನೀಡಿದ್ದಾರೆ. ಚಾಮರಾಜನಗರ ತಾಲ್ಲೂಕಿನ ಗ್ರಾಮದಲ್ಲಿ ಹೆದ್ದಾರಿ ಬದಿಯಲ್ಲಿ ಮದ್ಯದಂಗಡಿ ತೆರೆಯಲಾಗಿದ್ದು ಇದರಿಂದ ಗ್ರಾಮದ ಮಹಿಳೆಯರು, ಮಕ್ಕಳು ಓಡಾಡಲು ತೊಂದರೆಯಾಗುತ್ತಿದೆ. ಮದ್ಯದಂಗಡಿ ಸ್ಥಳಾಂತರಕ್ಕೆ ಒತ್ತಾಯಿಸಿ ಗ್ರಾಮಸ್ಥರು ಪ್ರತಿಭಟನೆ ನಡೆಸಿದರು. ಸ್ಥಳಕ್ಕೆ ಅಧಿಕಾರಿಗಳು ಭೇಟಿ ನೀಡಬೇಕು ಎಂದು ಆಗ್ರಹಿಸಿದರು. [6,774,176,860]
jayanti-headline: ಫೆಬ್ರವರಿಯಲ್ಲಿ ಮಹನೀಯರ ಜಯಂತಿ [748,544,940,564]
liquor-headline [6,702,356,770]
liquor-col2 [180,774,356,976]
republic-day-text: ಮಂಡ್ಯ: ಜಿಲ್ಲಾಡಳಿತದ ವತಿಯಿಂದ 77ನೇ ಗಣರಾಜ್ಯೋತ್ಸವ ದಿನವನ್ನು ಜನವರಿ 26ರಂದು ಸರ್ ಎಂ.ವಿಶ್ವೇಶ್ವರಯ್ಯ ಕ್ರೀಡಾಂಗಣದಲ್ಲಿ ಅರ್ಥಪೂರ್ಣವಾಗಿ ಆಚರಿಸಲಾಗುವುದು. ಕೇಂದ್ರ ಸರ್ಕಾರದ ಉಕ್ಕು ಮತ್ತು ಬೃಹತ್ ಕೈಗಾರಿಕಾ ಸಚಿವರು, ಕೃಷಿ ಹಾಗೂ ಜಿಲ್ಲಾ ಉಸ್ತುವಾರಿ ಸಚಿವರು ಧ್ವಜಾರೋಹಣ ನೆರವೇರಿಸಿ ಗೌರವ ವಂದನೆ ಸ್ವೀಕರಿಸುವರು. ಶ್ರೀ ಚಾಮುಂಡೇಶ್ವರಿ ವಿದ್ಯುತ್ ಸರಬರಾಜು ನಿಗಮದ ಅಧ್ಯಕ್ಷರು ಹಾಗೂ ಶಾಸಕ ಎ.ಬಿ.ರಮೇಶ ಬಂಡಿಸಿದ್ದೇಗೌಡ, ರಾಜ್ಯ ಕಬ್ಬು ಅಭಿವೃದ್ಧಿ ಮಂಡಳಿ ಅಧ್ಯಕ್ಷರು, ಮಂಡ್ಯ ವಿಧಾನಸಭಾ ಕ್ಷೇತ್ರದ ಶಾಸಕರು ಹಾಗೂ ಜಿಲ್ಲೆಯ ಚುನಾಯಿತ ಜನಪ್ರತಿನಿಧಿಗಳು ಉಪಸ್ಥಿತರಿರುವರು. [750,973,938,1069]
meeting-photo [196,428,550,598]
mgnrega-photo [170,1208,502,1324]
wildfire-col3 [800,1294,940,1486]
yashasvini-col1-text: ಕೋಲಾರದಿಂದ ಆರೋಗ್ಯ ವಿಮೆ ಚಿಕಿತ್ಸೆ ನಾಡಿನ ಜನರ ಪಾಲಿಗೆ ಸಂಜೀವಿನಿಯಾಗಿದ್ದು 1,040 ಪ್ರಕರಣಗಳಲ್ಲಿ 1.95 ಕೋಟಿ ರೂ. ಚಿಕಿತ್ಸೆ ವೆಚ್ಚ ಭರಿಸಲಾಗಿದೆ. ಸಹಕಾರ ಸಂಘದ ಸದಸ್ಯರು ತಮ್ಮ ಕುಟುಂಬದೊಂದಿಗೆ ಯೋಜನೆಯ ಪ್ರಯೋಜನ ಪಡೆದುಕೊಂಡಿದ್ದಾರೆ. ಜಿಲ್ಲೆಯಲ್ಲಿ 700 ಸಹಕಾರ ಸಂಘಗಳ 94,000 ಸದಸ್ಯರು ನೋಂದಣಿ ಮಾಡಿಕೊಂಡಿದ್ದು 77 ಲಕ್ಷ ರೂ. ಸಂಗ್ರಹವಾಗಿದೆ. 2024ರಲ್ಲಿ 1,777 ರೋಗಿಗಳು 3.40 ಕೋಟಿ ರೂ. ಚಿಕಿತ್ಸೆ ಸೌಲಭ್ಯ ಪಡೆದಿದ್ದಾರೆ. ಕೋಲಾರ ಜಿಲ್ಲೆಯಲ್ಲಿ ಹಲವಾರು ಆಸ್ಪತ್ರೆಗಳು ನೆಟ್‌ವರ್ಕ್ ವ್ಯಾಪ್ತಿಯಲ್ಲಿವೆ. ನಗದು ರಹಿತ ಚಿಕಿತ್ಸೆ ನೀಡಲಾಗುತ್ತಿದೆ. [6,108,172,215]
middle-rule [4,698,742,700]
lead-col3-text: ಅನುಮೋದನೆ ಪಡೆದು ಬಳಿಕ ತಾಲ್ಲೂಕು ಪಂಚಾಯತಿಯಿಂದ ಅನುಷ್ಠಾನಗೊಳಿಸಲಾಗುವುದು. ಅಧಿಕಾರಿಗಳು ಪಾರದರ್ಶಕವಾಗಿ ಕೆಲಸ ನಿರ್ವಹಿಸಬೇಕು. ಅಂತಿಮವಾಗಿ ಜಿಲ್ಲಾ ಪಂಚಾಯತ್ ಮುಖ್ಯ ಕಾರ್ಯನಿರ್ವಾಹಕ ಅಧಿಕಾರಿಗಳು, ಅಪರ ಜಿಲ್ಲಾಧಿಕಾರಿಗಳು ಸೇರಿದಂತೆ ವಿವಿಧ ಇಲಾಖೆಯ ಅಧಿಕಾರಿಗಳು ಸಭೆಯಲ್ಲಿ ಉಪಸ್ಥಿತರಿದ್ದರು. ಕೊಳ್ಳೇಗಾಲ ಶಾಸಕರಾದ ಎ.ಆರ್. ಕೃಷ್ಣಮೂರ್ತಿ ಹಾಗೂ ಇತರರು ಭಾಗವಹಿಸಿದ್ದರು. [374,600,550,675]
page-number: 5 [906,0,934,51]
